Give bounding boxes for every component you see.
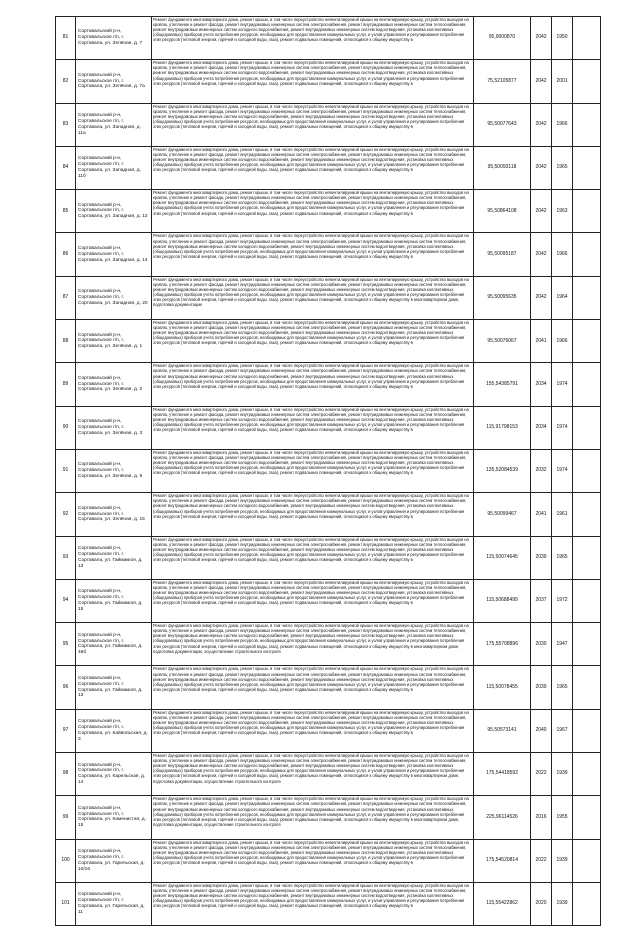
table-row (56, 190, 601, 233)
row-number: 94 (56, 579, 76, 622)
row-number: 100 (56, 839, 76, 882)
address-cell: Сортавальский р-н, Сортавальское г/п, г. Сортавала, ул. Зелёная, д. 2 (76, 363, 152, 406)
works-cell: Ремонт фундамента многоквартирного дома, ремонт крыши, в том числе переустройство невентилируемой крыши на вентилируемую крышу, устройство выходов на кровлю, утепление и ремонт фасада, ремонт внутридомовых инженерных систем электроснабжения, ремонт внутридомовых инженерных систем теплоснабжения, ремонт внутридомовых инженерных систем холодного водоснабжения, ремонт внутридомовых инженерных систем водоотведения, установка коллективных (общедомовых) приборов учета потребления ресурсов, необходимых для предоставления коммунальных услуг, и узлов управления и регулирования потребления этих ресурсов (тепловой энергии, горячей и холодной воды, газа), ремонт подвальных помещений, относящихся к общему имуществу в (152, 320, 474, 363)
area-cell: 95,50076067 (474, 320, 531, 363)
row-number: 84 (56, 146, 76, 189)
blank-cell (573, 103, 601, 146)
build-year-cell: 1939 (552, 839, 573, 882)
build-year-cell: 1939 (552, 753, 573, 796)
area-cell: 75,52105877 (474, 60, 531, 103)
works-cell: Ремонт фундамента многоквартирного дома, ремонт крыши, в том числе переустройство невентилируемой крыши на вентилируемую крышу, устройство выходов на кровлю, утепление и ремонт фасада, ремонт внутридомовых инженерных систем электроснабжения, ремонт внутридомовых инженерных систем теплоснабжения, ремонт внутридомовых инженерных систем холодного водоснабжения, ремонт внутридомовых инженерных систем водоотведения, установка коллективных (общедомовых) приборов учета потребления ресурсов, необходимых для предоставления коммунальных услуг, и узлов управления и регулирования потребления этих ресурсов (тепловой энергии, горячей и холодной воды, газа), ремонт подвальных помещений, относящихся к общему имуществу в (152, 103, 474, 146)
blank-cell (573, 709, 601, 752)
works-cell: Ремонт фундамента многоквартирного дома, ремонт крыши, в том числе переустройство невентилируемой крыши на вентилируемую крышу, устройство выходов на кровлю, утепление и ремонт фасада, ремонт внутридомовых инженерных систем электроснабжения, ремонт внутридомовых инженерных систем теплоснабжения, ремонт внутридомовых инженерных систем холодного водоснабжения, ремонт внутридомовых инженерных систем водоотведения, установка коллективных (общедомовых) приборов учета потребления ресурсов, необходимых для предоставления коммунальных услуг, и узлов управления и регулирования потребления этих ресурсов (тепловой энергии, горячей и холодной воды, газа), ремонт подвальных помещений, относящихся к общему имуществу в (152, 233, 474, 276)
address-cell: Сортавальский р-н, Сортавальское г/п, г. Сортавала, ул. Кайвольская, д. 3 (76, 709, 152, 752)
address-cell: Сортавальский р-н, Сортавальское г/п, г. Сортавала, ул. Зелёная, д. 1 (76, 320, 152, 363)
works-cell: Ремонт фундамента многоквартирного дома, ремонт крыши, в том числе переустройство невентилируемой крыши на вентилируемую крышу, устройство выходов на кровлю, утепление и ремонт фасада, ремонт внутридомовых инженерных систем электроснабжения, ремонт внутридомовых инженерных систем теплоснабжения, ремонт внутридомовых инженерных систем холодного водоснабжения, ремонт внутридомовых инженерных систем водоотведения, установка коллективных (общедомовых) приборов учета потребления ресурсов, необходимых для предоставления коммунальных услуг, и узлов управления и регулирования потребления этих ресурсов (тепловой энергии, горячей и холодной воды, газа), ремонт подвальных помещений, относящихся к общему имуществу в (152, 17, 474, 60)
area-cell: 115,55422862 (474, 882, 531, 925)
blank-cell (573, 190, 601, 233)
table-row (56, 839, 601, 882)
table-row (56, 666, 601, 709)
build-year-cell: 1965 (552, 146, 573, 189)
planned-year-cell: 2016 (531, 796, 552, 839)
table-row (56, 709, 601, 752)
table-row (56, 60, 601, 103)
planned-year-cell: 2022 (531, 839, 552, 882)
blank-cell (573, 17, 601, 60)
address-cell: Сортавальский р-н, Сортавальское г/п, г. Сортавала, ул. Зелёная, д. 9 (76, 449, 152, 492)
blank-cell (573, 276, 601, 319)
row-number: 98 (56, 753, 76, 796)
works-cell: Ремонт фундамента многоквартирного дома, ремонт крыши, в том числе переустройство невентилируемой крыши на вентилируемую крышу, устройство выходов на кровлю, утепление и ремонт фасада, ремонт внутридомовых инженерных систем электроснабжения, ремонт внутридомовых инженерных систем теплоснабжения, ремонт внутридомовых инженерных систем холодного водоснабжения, ремонт внутридомовых инженерных систем водоотведения, установка коллективных (общедомовых) приборов учета потребления ресурсов, необходимых для предоставления коммунальных услуг, и узлов управления и регулирования потребления этих ресурсов (тепловой энергии, горячей и холодной воды, газа), ремонт подвальных помещений, относящихся к общему имуществу в (152, 60, 474, 103)
area-cell: 95,50573141 (474, 709, 531, 752)
table-row (56, 536, 601, 579)
blank-cell (573, 882, 601, 925)
row-number: 99 (56, 796, 76, 839)
build-year-cell: 1966 (552, 320, 573, 363)
planned-year-cell: 2041 (531, 493, 552, 536)
table-row (56, 796, 601, 839)
blank-cell (573, 753, 601, 796)
area-cell: 95,50095635 (474, 276, 531, 319)
row-number: 89 (56, 363, 76, 406)
planned-year-cell: 2040 (531, 709, 552, 752)
address-cell: Сортавальский р-н, Сортавальское г/п, г. Сортавала, ул. Зелёная, д. 3 (76, 406, 152, 449)
planned-year-cell: 2042 (531, 190, 552, 233)
planned-year-cell: 2034 (531, 363, 552, 406)
area-cell: 135,52084539 (474, 449, 531, 492)
blank-cell (573, 666, 601, 709)
table-row (56, 233, 601, 276)
area-cell: 115,50078455 (474, 666, 531, 709)
row-number: 97 (56, 709, 76, 752)
works-cell: Ремонт фундамента многоквартирного дома, ремонт крыши, в том числе переустройство невентилируемой крыши на вентилируемую крышу, устройство выходов на кровлю, утепление и ремонт фасада, ремонт внутридомовых инженерных систем электроснабжения, ремонт внутридомовых инженерных систем теплоснабжения, ремонт внутридомовых инженерных систем холодного водоснабжения, ремонт внутридомовых инженерных систем водоотведения, установка коллективных (общедомовых) приборов учета потребления ресурсов, необходимых для предоставления коммунальных услуг, и узлов управления и регулирования потребления этих ресурсов (тепловой энергии, горячей и холодной воды, газа), ремонт подвальных помещений, относящихся к общему имуществу в многоквартирном доме, подготовка документации, осуществление строительного контроля (152, 796, 474, 839)
works-cell: Ремонт фундамента многоквартирного дома, ремонт крыши, в том числе переустройство невентилируемой крыши на вентилируемую крышу, устройство выходов на кровлю, утепление и ремонт фасада, ремонт внутридомовых инженерных систем электроснабжения, ремонт внутридомовых инженерных систем теплоснабжения, ремонт внутридомовых инженерных систем холодного водоснабжения, ремонт внутридомовых инженерных систем водоотведения, установка коллективных (общедомовых) приборов учета потребления ресурсов, необходимых для предоставления коммунальных услуг, и узлов управления и регулирования потребления этих ресурсов (тепловой энергии, горячей и холодной воды, газа), ремонт подвальных помещений, относящихся к общему имуществу в многоквартирном доме, подготовка документации, осуществление строительного контроля (152, 753, 474, 796)
area-cell: 175,55708896 (474, 623, 531, 666)
build-year-cell: 1939 (552, 882, 573, 925)
blank-cell (573, 449, 601, 492)
table-body (56, 17, 601, 926)
build-year-cell: 1947 (552, 623, 573, 666)
row-number: 95 (56, 623, 76, 666)
blank-cell (573, 839, 601, 882)
works-cell: Ремонт фундамента многоквартирного дома, ремонт крыши, в том числе переустройство невентилируемой крыши на вентилируемую крышу, устройство выходов на кровлю, утепление и ремонт фасада, ремонт внутридомовых инженерных систем электроснабжения, ремонт внутридомовых инженерных систем теплоснабжения, ремонт внутридомовых инженерных систем холодного водоснабжения, ремонт внутридомовых инженерных систем водоотведения, установка коллективных (общедомовых) приборов учета потребления ресурсов, необходимых для предоставления коммунальных услуг, и узлов управления и регулирования потребления этих ресурсов (тепловой энергии, горячей и холодной воды, газа), ремонт подвальных помещений, относящихся к общему имуществу в (152, 839, 474, 882)
row-number: 87 (56, 276, 76, 319)
table-row (56, 753, 601, 796)
area-cell: 115,50074645 (474, 536, 531, 579)
works-cell: Ремонт фундамента многоквартирного дома, ремонт крыши, в том числе переустройство невентилируемой крыши на вентилируемую крышу, устройство выходов на кровлю, утепление и ремонт фасада, ремонт внутридомовых инженерных систем электроснабжения, ремонт внутридомовых инженерных систем теплоснабжения, ремонт внутридомовых инженерных систем холодного водоснабжения, ремонт внутридомовых инженерных систем водоотведения, установка коллективных (общедомовых) приборов учета потребления ресурсов, необходимых для предоставления коммунальных услуг, и узлов управления и регулирования потребления этих ресурсов (тепловой энергии, горячей и холодной воды, газа), ремонт подвальных помещений, относящихся к общему имуществу в (152, 493, 474, 536)
build-year-cell: 1972 (552, 579, 573, 622)
address-cell: Сортавальский р-н, Сортавальское г/п, г. Сортавала, ул. Западная, д. 11б (76, 146, 152, 189)
build-year-cell: 1966 (552, 103, 573, 146)
works-cell: Ремонт фундамента многоквартирного дома, ремонт крыши, в том числе переустройство невентилируемой крыши на вентилируемую крышу, устройство выходов на кровлю, утепление и ремонт фасада, ремонт внутридомовых инженерных систем электроснабжения, ремонт внутридомовых инженерных систем теплоснабжения, ремонт внутридомовых инженерных систем холодного водоснабжения, ремонт внутридомовых инженерных систем водоотведения, установка коллективных (общедомовых) приборов учета потребления ресурсов, необходимых для предоставления коммунальных услуг, и узлов управления и регулирования потребления этих ресурсов (тепловой энергии, горячей и холодной воды, газа), ремонт подвальных помещений, относящихся к общему имуществу в (152, 709, 474, 752)
table-row (56, 623, 601, 666)
works-cell: Ремонт фундамента многоквартирного дома, ремонт крыши, в том числе переустройство невентилируемой крыши на вентилируемую крышу, устройство выходов на кровлю, утепление и ремонт фасада, ремонт внутридомовых инженерных систем электроснабжения, ремонт внутридомовых инженерных систем теплоснабжения, ремонт внутридомовых инженерных систем холодного водоснабжения, ремонт внутридомовых инженерных систем водоотведения, установка коллективных (общедомовых) приборов учета потребления ресурсов, необходимых для предоставления коммунальных услуг, и узлов управления и регулирования потребления этих ресурсов (тепловой энергии, горячей и холодной воды, газа), ремонт подвальных помещений, относящихся к общему имуществу в (152, 190, 474, 233)
build-year-cell: 1963 (552, 190, 573, 233)
works-cell: Ремонт фундамента многоквартирного дома, ремонт крыши, в том числе переустройство невентилируемой крыши на вентилируемую крышу, устройство выходов на кровлю, утепление и ремонт фасада, ремонт внутридомовых инженерных систем электроснабжения, ремонт внутридомовых инженерных систем теплоснабжения, ремонт внутридомовых инженерных систем холодного водоснабжения, ремонт внутридомовых инженерных систем водоотведения, установка коллективных (общедомовых) приборов учета потребления ресурсов, необходимых для предоставления коммунальных услуг, и узлов управления и регулирования потребления этих ресурсов (тепловой энергии, горячей и холодной воды, газа), ремонт подвальных помещений, относящихся к общему имуществу в (152, 449, 474, 492)
area-cell: 115,50688499 (474, 579, 531, 622)
planned-year-cell: 2037 (531, 579, 552, 622)
blank-cell (573, 493, 601, 536)
planned-year-cell: 2030 (531, 623, 552, 666)
table-row (56, 882, 601, 925)
works-cell: Ремонт фундамента многоквартирного дома, ремонт крыши, в том числе переустройство невентилируемой крыши на вентилируемую крышу, устройство выходов на кровлю, утепление и ремонт фасада, ремонт внутридомовых инженерных систем электроснабжения, ремонт внутридомовых инженерных систем теплоснабжения, ремонт внутридомовых инженерных систем холодного водоснабжения, ремонт внутридомовых инженерных систем водоотведения, установка коллективных (общедомовых) приборов учета потребления ресурсов, необходимых для предоставления коммунальных услуг, и узлов управления и регулирования потребления этих ресурсов (тепловой энергии, горячей и холодной воды, газа), ремонт подвальных помещений, относящихся к общему имуществу в (152, 536, 474, 579)
blank-cell (573, 406, 601, 449)
planned-year-cell: 2042 (531, 60, 552, 103)
table-row (56, 146, 601, 189)
table-row (56, 320, 601, 363)
address-cell: Сортавальский р-н, Сортавальское г/п, г. Сортавала, ул. Зелёная, д. 15 (76, 493, 152, 536)
planned-year-cell: 2034 (531, 406, 552, 449)
blank-cell (573, 623, 601, 666)
works-cell: Ремонт фундамента многоквартирного дома, ремонт крыши, в том числе переустройство невентилируемой крыши на вентилируемую крышу, устройство выходов на кровлю, утепление и ремонт фасада, ремонт внутридомовых инженерных систем электроснабжения, ремонт внутридомовых инженерных систем теплоснабжения, ремонт внутридомовых инженерных систем холодного водоснабжения, ремонт внутридомовых инженерных систем водоотведения, установка коллективных (общедомовых) приборов учета потребления ресурсов, необходимых для предоставления коммунальных услуг, и узлов управления и регулирования потребления этих ресурсов (тепловой энергии, горячей и холодной воды, газа), ремонт подвальных помещений, относящихся к общему имуществу в (152, 666, 474, 709)
area-cell: 115,91798153 (474, 406, 531, 449)
row-number: 86 (56, 233, 76, 276)
address-cell: Сортавальский р-н, Сортавальское г/п, г. Сортавала, ул. Гаймаккоя, д. 13 (76, 536, 152, 579)
blank-cell (573, 146, 601, 189)
planned-year-cell: 2022 (531, 753, 552, 796)
works-cell: Ремонт фундамента многоквартирного дома, ремонт крыши, в том числе переустройство невентилируемой крыши на вентилируемую крышу, устройство выходов на кровлю, утепление и ремонт фасада, ремонт внутридомовых инженерных систем электроснабжения, ремонт внутридомовых инженерных систем теплоснабжения, ремонт внутридомовых инженерных систем холодного водоснабжения, ремонт внутридомовых инженерных систем водоотведения, установка коллективных (общедомовых) приборов учета потребления ресурсов, необходимых для предоставления коммунальных услуг, и узлов управления и регулирования потребления этих ресурсов (тепловой энергии, горячей и холодной воды, газа), ремонт подвальных помещений, относящихся к общему имуществу в (152, 146, 474, 189)
works-cell: Ремонт фундамента многоквартирного дома, ремонт крыши, в том числе переустройство невентилируемой крыши на вентилируемую крышу, устройство выходов на кровлю, утепление и ремонт фасада, ремонт внутридомовых инженерных систем электроснабжения, ремонт внутридомовых инженерных систем теплоснабжения, ремонт внутридомовых инженерных систем холодного водоснабжения, ремонт внутридомовых инженерных систем водоотведения, установка коллективных (общедомовых) приборов учета потребления ресурсов, необходимых для предоставления коммунальных услуг, и узлов управления и регулирования потребления этих ресурсов (тепловой энергии, горячей и холодной воды, газа), ремонт подвальных помещений, относящихся к общему имуществу в (152, 406, 474, 449)
area-cell: 95,50864108 (474, 190, 531, 233)
build-year-cell: 1965 (552, 536, 573, 579)
build-year-cell: 1974 (552, 449, 573, 492)
address-cell: Сортавальский р-н, Сортавальское г/п, г. Сортавала, ул. Зелёная, д. 7 (76, 17, 152, 60)
address-cell: Сортавальский р-н, Сортавальское г/п, г. Сортавала, ул. Западная, д. 14 (76, 233, 152, 276)
table-row (56, 17, 601, 60)
table-row (56, 406, 601, 449)
planned-year-cell: 2042 (531, 233, 552, 276)
planned-year-cell: 2042 (531, 276, 552, 319)
row-number: 91 (56, 449, 76, 492)
works-cell: Ремонт фундамента многоквартирного дома, ремонт крыши, в том числе переустройство невентилируемой крыши на вентилируемую крышу, устройство выходов на кровлю, утепление и ремонт фасада, ремонт внутридомовых инженерных систем электроснабжения, ремонт внутридомовых инженерных систем теплоснабжения, ремонт внутридомовых инженерных систем холодного водоснабжения, ремонт внутридомовых инженерных систем водоотведения, установка коллективных (общедомовых) приборов учета потребления ресурсов, необходимых для предоставления коммунальных услуг, и узлов управления и регулирования потребления этих ресурсов (тепловой энергии, горячей и холодной воды, газа), ремонт подвальных помещений, относящихся к общему имуществу в (152, 882, 474, 925)
address-cell: Сортавальский р-н, Сортавальское г/п, г. Сортавала, ул. Западная, д. 12 (76, 190, 152, 233)
blank-cell (573, 60, 601, 103)
address-cell: Сортавальский р-н, Сортавальское г/п, г. Сортавала, ул. Гарельская, д. 10/16 (76, 839, 152, 882)
works-cell: Ремонт фундамента многоквартирного дома, ремонт крыши, в том числе переустройство невентилируемой крыши на вентилируемую крышу, устройство выходов на кровлю, утепление и ремонт фасада, ремонт внутридомовых инженерных систем электроснабжения, ремонт внутридомовых инженерных систем теплоснабжения, ремонт внутридомовых инженерных систем холодного водоснабжения, ремонт внутридомовых инженерных систем водоотведения, установка коллективных (общедомовых) приборов учета потребления ресурсов, необходимых для предоставления коммунальных услуг, и узлов управления и регулирования потребления этих ресурсов (тепловой энергии, горячей и холодной воды, газа), ремонт подвальных помещений, относящихся к общему имуществу в (152, 579, 474, 622)
planned-year-cell: 2042 (531, 146, 552, 189)
planned-year-cell: 2041 (531, 320, 552, 363)
area-cell: 175,54520814 (474, 839, 531, 882)
build-year-cell: 1974 (552, 406, 573, 449)
capital-repair-table (55, 16, 601, 926)
row-number: 85 (56, 190, 76, 233)
row-number: 92 (56, 493, 76, 536)
build-year-cell: 1965 (552, 666, 573, 709)
planned-year-cell: 2042 (531, 17, 552, 60)
row-number: 81 (56, 17, 76, 60)
area-cell: 175,54418592 (474, 753, 531, 796)
planned-year-cell: 2039 (531, 666, 552, 709)
row-number: 96 (56, 666, 76, 709)
address-cell: Сортавальский р-н, Сортавальское г/п, г. Сортавала, ул. Карельская, д. 14 (76, 753, 152, 796)
address-cell: Сортавальский р-н, Сортавальское г/п, г. Сортавала, ул. Гаймаккоя, д. 13 (76, 666, 152, 709)
address-cell: Сортавальский р-н, Сортавальское г/п, г. Сортавала, ул. Гаймаккоя, д. 15 (76, 579, 152, 622)
row-number: 93 (56, 536, 76, 579)
blank-cell (573, 579, 601, 622)
build-year-cell: 1967 (552, 709, 573, 752)
address-cell: Сортавальский р-н, Сортавальское г/п, г. Сортавала, ул. Западная, д. 20 (76, 276, 152, 319)
build-year-cell: 1950 (552, 17, 573, 60)
build-year-cell: 1961 (552, 493, 573, 536)
planned-year-cell: 2020 (531, 882, 552, 925)
address-cell: Сортавальский р-н, Сортавальское г/п, г. Сортавала, ул. Гарельская, д. 11 (76, 882, 152, 925)
row-number: 82 (56, 60, 76, 103)
planned-year-cell: 2039 (531, 536, 552, 579)
works-cell: Ремонт фундамента многоквартирного дома, ремонт крыши, в том числе переустройство невентилируемой крыши на вентилируемую крышу, устройство выходов на кровлю, утепление и ремонт фасада, ремонт внутридомовых инженерных систем электроснабжения, ремонт внутридомовых инженерных систем теплоснабжения, ремонт внутридомовых инженерных систем холодного водоснабжения, ремонт внутридомовых инженерных систем водоотведения, установка коллективных (общедомовых) приборов учета потребления ресурсов, необходимых для предоставления коммунальных услуг, и узлов управления и регулирования потребления этих ресурсов (тепловой энергии, горячей и холодной воды, газа), ремонт подвальных помещений, относящихся к общему имуществу в многоквартирном доме, подготовка документации (152, 276, 474, 319)
table-row (56, 493, 601, 536)
document-page (55, 16, 600, 926)
table-row (56, 103, 601, 146)
address-cell: Сортавальский р-н, Сортавальское г/п, г. Сортавала, ул. Гаймаккоя, д. 46б (76, 623, 152, 666)
area-cell: 95,50099467 (474, 493, 531, 536)
row-number: 101 (56, 882, 76, 925)
blank-cell (573, 796, 601, 839)
planned-year-cell: 2032 (531, 449, 552, 492)
row-number: 83 (56, 103, 76, 146)
build-year-cell: 1955 (552, 796, 573, 839)
build-year-cell: 1974 (552, 363, 573, 406)
blank-cell (573, 363, 601, 406)
works-cell: Ремонт фундамента многоквартирного дома, ремонт крыши, в том числе переустройство невентилируемой крыши на вентилируемую крышу, устройство выходов на кровлю, утепление и ремонт фасада, ремонт внутридомовых инженерных систем электроснабжения, ремонт внутридомовых инженерных систем теплоснабжения, ремонт внутридомовых инженерных систем холодного водоснабжения, ремонт внутридомовых инженерных систем водоотведения, установка коллективных (общедомовых) приборов учета потребления ресурсов, необходимых для предоставления коммунальных услуг, и узлов управления и регулирования потребления этих ресурсов (тепловой энергии, горячей и холодной воды, газа), ремонт подвальных помещений, относящихся к общему имуществу в (152, 363, 474, 406)
address-cell: Сортавальский р-н, Сортавальское г/п, г. Сортавала, ул. Зелёная, д. 7а (76, 60, 152, 103)
area-cell: 95,50093118 (474, 146, 531, 189)
table-row (56, 449, 601, 492)
works-cell: Ремонт фундамента многоквартирного дома, ремонт крыши, в том числе переустройство невентилируемой крыши на вентилируемую крышу, устройство выходов на кровлю, утепление и ремонт фасада, ремонт внутридомовых инженерных систем электроснабжения, ремонт внутридомовых инженерных систем теплоснабжения, ремонт внутридомовых инженерных систем холодного водоснабжения, ремонт внутридомовых инженерных систем водоотведения, установка коллективных (общедомовых) приборов учета потребления ресурсов, необходимых для предоставления коммунальных услуг, и узлов управления и регулирования потребления этих ресурсов (тепловой энергии, горячей и холодной воды, газа), ремонт подвальных помещений, относящихся к общему имуществу в многоквартирном доме, подготовка документации, осуществление строительного контроля (152, 623, 474, 666)
area-cell: 95,50077643 (474, 103, 531, 146)
table-row (56, 579, 601, 622)
area-cell: 95,9000870 (474, 17, 531, 60)
table-row (56, 363, 601, 406)
build-year-cell: 1964 (552, 276, 573, 319)
row-number: 90 (56, 406, 76, 449)
area-cell: 95,50095187 (474, 233, 531, 276)
address-cell: Сортавальский р-н, Сортавальское г/п, г. Сортавала, ул. Каменистая, д. 15 (76, 796, 152, 839)
blank-cell (573, 233, 601, 276)
row-number: 88 (56, 320, 76, 363)
build-year-cell: 1966 (552, 233, 573, 276)
blank-cell (573, 536, 601, 579)
build-year-cell: 2001 (552, 60, 573, 103)
area-cell: 225,96114526 (474, 796, 531, 839)
blank-cell (573, 320, 601, 363)
planned-year-cell: 2042 (531, 103, 552, 146)
area-cell: 155,54385791 (474, 363, 531, 406)
address-cell: Сортавальский р-н, Сортавальское г/п, г. Сортавала, ул. Западная, д. 11а (76, 103, 152, 146)
table-row (56, 276, 601, 319)
